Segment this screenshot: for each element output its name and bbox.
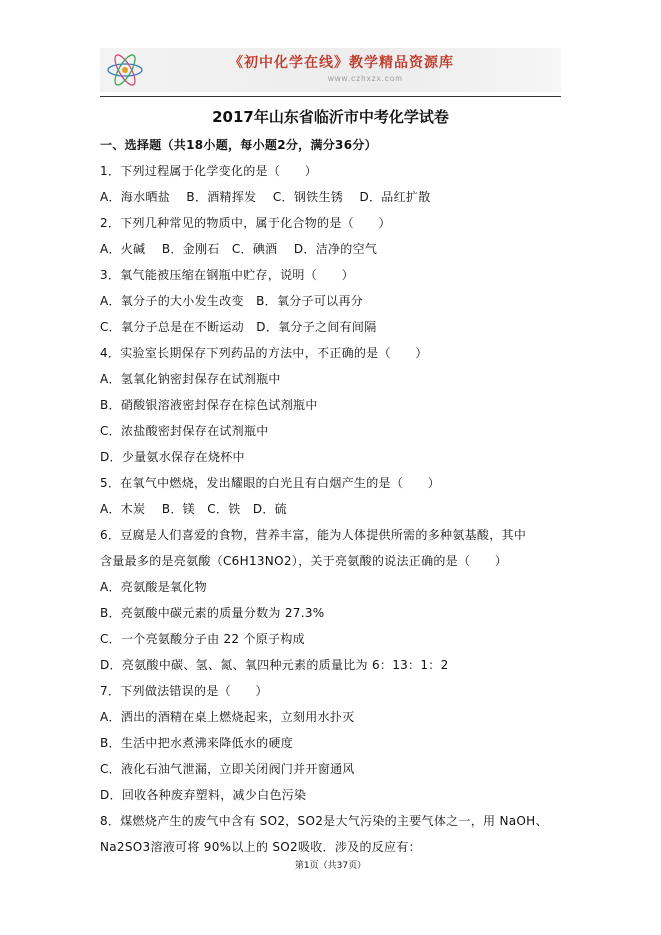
option-line: A．亮氨酸是氧化物 [100, 580, 207, 594]
option-line: B．硝酸银溶液密封保存在棕色试剂瓶中 [100, 398, 318, 412]
option-line: A．氧分子的大小发生改变 B．氧分子可以再分 [100, 294, 364, 308]
site-url: www.czhxzx.com [328, 74, 403, 83]
header-divider [100, 96, 561, 97]
option-line: D．少量氨水保存在烧杯中 [100, 450, 245, 464]
option-line: A．木炭 B．镁 C．铁 D．硫 [100, 502, 287, 516]
option-line: C．液化石油气泄漏，立即关闭阀门并开窗通风 [100, 762, 355, 776]
question-line: 2．下列几种常见的物质中，属于化合物的是（ ） [100, 216, 391, 230]
page-title: 2017年山东省临沂市中考化学试卷 [212, 108, 449, 126]
option-line: A．洒出的酒精在桌上燃烧起来，立刻用水扑灭 [100, 710, 355, 724]
question-line: 7．下列做法错误的是（ ） [100, 684, 268, 698]
question-line: 4．实验室长期保存下列药品的方法中，不正确的是（ ） [100, 346, 428, 360]
brand-name: 《初中化学在线》教学精品资源库 [229, 55, 454, 71]
question-line: 5．在氧气中燃烧，发出耀眼的白光且有白烟产生的是（ ） [100, 476, 441, 490]
question-line: 含量最多的是亮氨酸（C6H13NO2），关于亮氨酸的说法正确的是（ ） [100, 554, 508, 568]
atom-logo-icon [104, 51, 146, 89]
option-line: D．回收各种废弃塑料，减少白色污染 [100, 788, 307, 802]
page-footer: 第1页（共37页） [294, 861, 367, 871]
question-line: 1．下列过程属于化学变化的是（ ） [100, 164, 318, 178]
question-line: Na2SO3溶液可将 90%以上的 SO2吸收．涉及的反应有： [100, 840, 421, 854]
option-line: A．火碱 B．金刚石 C．碘酒 D．洁净的空气 [100, 242, 378, 256]
question-line: 6．豆腐是人们喜爱的食物，营养丰富，能为人体提供所需的多种氨基酸，其中 [100, 528, 527, 542]
option-line: A．氢氧化钠密封保存在试剂瓶中 [100, 372, 281, 386]
option-line: A．海水晒盐 B．酒精挥发 C．钢铁生锈 D．品红扩散 [100, 190, 431, 204]
header-banner [100, 48, 561, 92]
option-line: D．亮氨酸中碳、氢、氮、氧四种元素的质量比为 6：13：1：2 [100, 658, 449, 672]
option-line: B．亮氨酸中碳元素的质量分数为 27.3% [100, 606, 325, 620]
option-line: C．一个亮氨酸分子由 22 个原子构成 [100, 632, 305, 646]
section-heading: 一、选择题（共18小题，每小题2分，满分36分） [100, 138, 377, 152]
option-line: C．浓盐酸密封保存在试剂瓶中 [100, 424, 269, 438]
question-line: 8．煤燃烧产生的废气中含有 SO2，SO2是大气污染的主要气体之一，用 NaOH、 [100, 814, 548, 828]
option-line: B．生活中把水煮沸来降低水的硬度 [100, 736, 294, 750]
question-line: 3．氧气能被压缩在钢瓶中贮存，说明（ ） [100, 268, 354, 282]
option-line: C．氧分子总是在不断运动 D．氧分子之间有间隔 [100, 320, 377, 334]
